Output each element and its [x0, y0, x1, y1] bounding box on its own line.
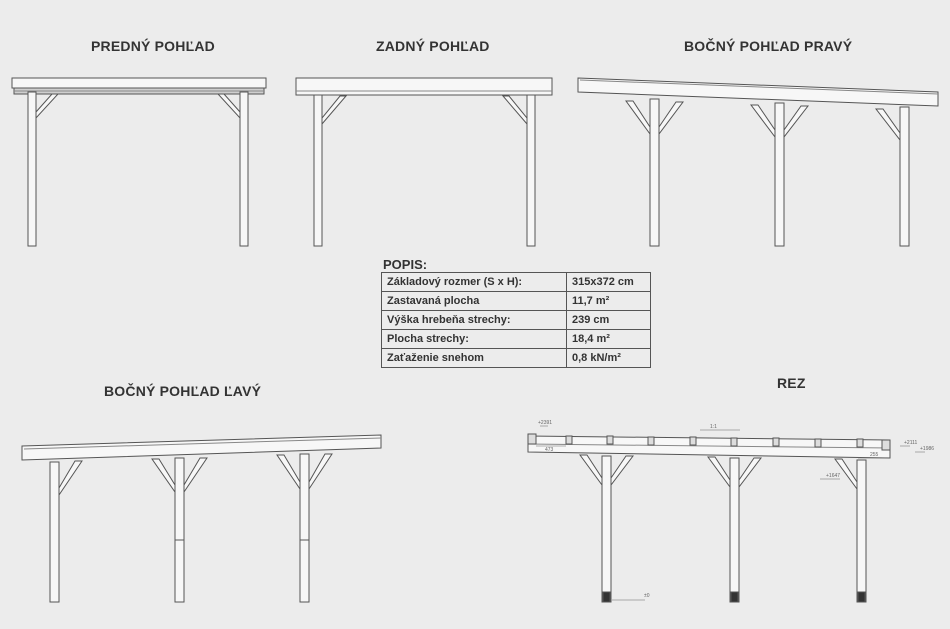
dim-span-right: 255	[870, 452, 879, 458]
front-view-title: PREDNÝ POHĽAD	[91, 38, 215, 54]
spec-label: Výška hrebeňa strechy:	[382, 311, 567, 330]
back-view-title: ZADNÝ POHĽAD	[376, 38, 490, 54]
side-left-view-title: BOČNÝ POHĽAD ĽAVÝ	[104, 383, 262, 399]
spec-value: 11,7 m²	[567, 292, 651, 311]
section-view-title: REZ	[777, 375, 806, 391]
spec-value: 315x372 cm	[567, 273, 651, 292]
dim-right-top: +2111	[904, 440, 918, 446]
dim-top-left: +2391	[538, 420, 553, 426]
dim-ground: ±0	[644, 593, 650, 599]
spec-value: 18,4 m²	[567, 330, 651, 349]
spec-label: Plocha strechy:	[382, 330, 567, 349]
dim-span-left: 473	[545, 447, 554, 453]
side-right-view-title: BOČNÝ POHĽAD PRAVÝ	[684, 38, 853, 54]
dim-beam: +1647	[826, 473, 841, 479]
popis-title: POPIS:	[383, 257, 428, 272]
spec-label: Zastavaná plocha	[382, 292, 567, 311]
spec-value: 0,8 kN/m²	[567, 349, 651, 368]
dim-right-low: +1986	[920, 446, 935, 452]
spec-label: Základový rozmer (S x H):	[382, 273, 567, 292]
spec-value: 239 cm	[567, 311, 651, 330]
dim-slope: 1:1	[710, 424, 717, 430]
spec-label: Zaťaženie snehom	[382, 349, 567, 368]
